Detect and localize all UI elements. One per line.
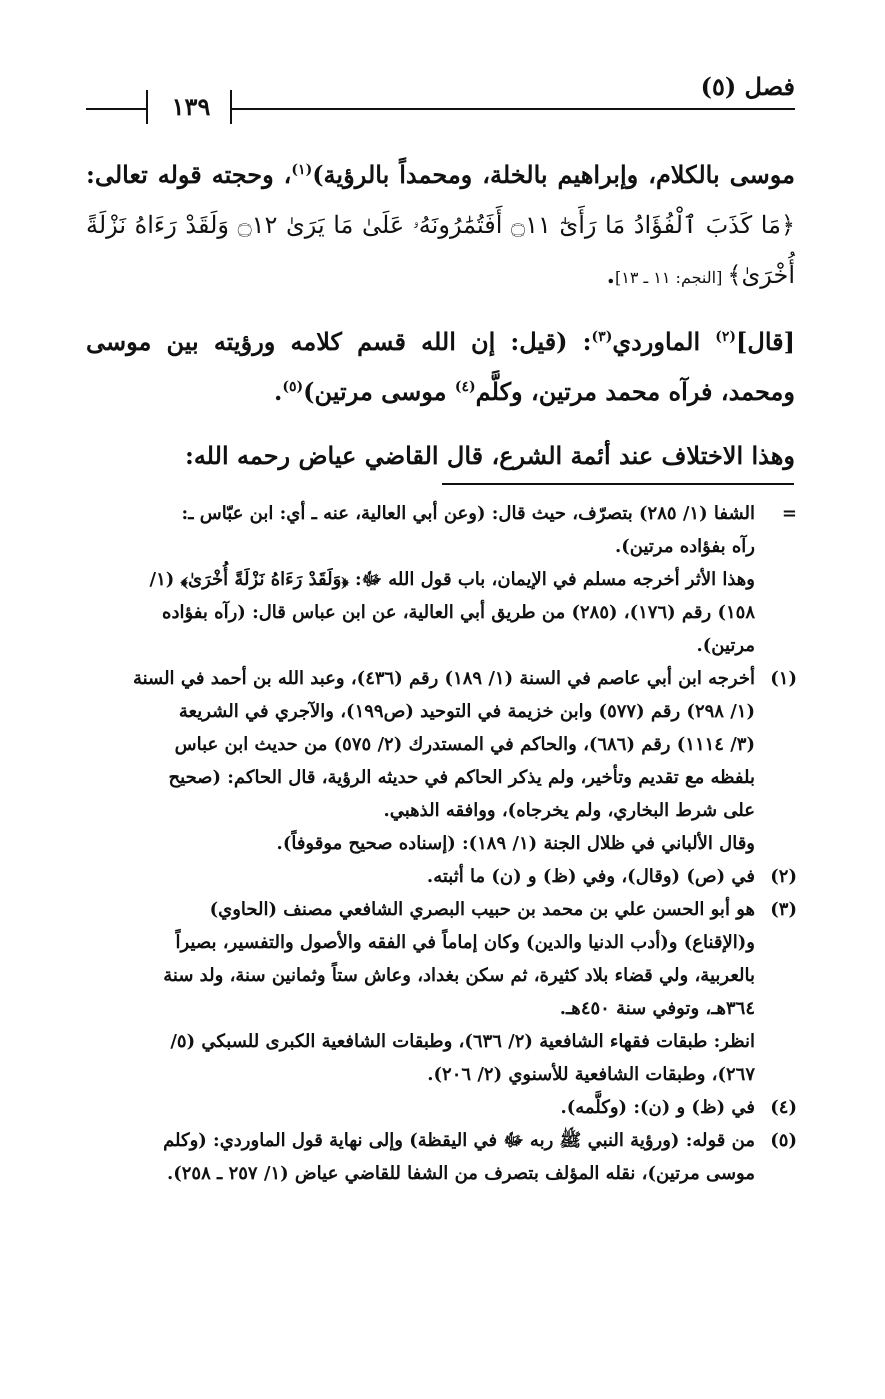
paragraph-text: موسى مرتين) xyxy=(303,377,455,406)
page-number: ١٣٩ xyxy=(171,92,211,121)
continuation-marker: = xyxy=(781,503,797,524)
footnotes xyxy=(86,497,797,1190)
header-rule-right xyxy=(230,108,795,110)
footnote-line: ١٥٨) رقم (١٧٦)، (٢٨٥) من طريق أبي العالية، عن ابن عباس قال: (رآه بفؤاده xyxy=(162,602,755,623)
paragraph-text: ، وحجته قوله تعالى: xyxy=(86,160,292,189)
quran-verse: ﴿مَا كَذَبَ ٱلْفُؤَادُ مَا رَأَىٰٓ ۝١١ أَفَتُمَٰرُونَهُۥ عَلَىٰ مَا يَرَىٰ ۝١٢ وَلَقَدْ رَءَاهُ نَزْلَةً أُخْرَىٰ﴾ xyxy=(86,211,796,289)
footnote-number: (٣) xyxy=(770,899,797,920)
footnote-ref: (١) xyxy=(291,162,313,178)
footnote-line: و(الإقناع) و(أدب الدنيا والدين) وكان إماماً في الفقه والأصول والتفسير، بصيراً xyxy=(175,932,755,953)
paragraph-text: الماوردي xyxy=(612,327,716,356)
footnote-4 xyxy=(86,1091,797,1124)
footnote-line: (٣/ ١١١٤) رقم (٦٨٦)، والحاكم في المستدرك (٢/ ٥٧٥) من حديث ابن عباس xyxy=(174,734,755,755)
footnote-1 xyxy=(86,662,797,860)
main-text xyxy=(86,150,795,481)
footnote-3 xyxy=(86,893,797,1091)
footnote-line: انظر: طبقات فقهاء الشافعية (٢/ ٦٣٦)، وطبقات الشافعية الكبرى للسبكي (٥/ xyxy=(170,1031,755,1052)
footnote-line: هو أبو الحسن علي بن محمد بن حبيب البصري الشافعي مصنف (الحاوي) xyxy=(209,899,755,920)
verse-reference: [النجم: ١١ ـ ١٣] xyxy=(614,268,728,287)
footnote-line: ٣٦٤هـ، وتوفي سنة ٤٥٠هـ. xyxy=(559,998,755,1019)
footnote-line: على شرط البخاري، ولم يخرجاه)، ووافقه الذهبي. xyxy=(383,800,755,821)
footnote-number: (١) xyxy=(770,668,797,689)
footnote-2 xyxy=(86,860,797,893)
footnote-separator xyxy=(442,483,794,485)
footnote-ref: (٣) xyxy=(591,329,613,345)
footnote-line: بالعربية، ولي قضاء بلاد كثيرة، ثم سكن بغداد، وعاش ستاً وثمانين سنة، ولد سنة xyxy=(163,965,755,986)
footnote-line: وقال الألباني في ظلال الجنة (١/ ١٨٩): (إسناده صحيح موقوفاً). xyxy=(276,833,755,854)
footnote-line: موسى مرتين)، نقله المؤلف بتصرف من الشفا للقاضي عياض (١/ ٢٥٧ ـ ٢٥٨). xyxy=(166,1163,755,1184)
footnote-ref: (٤) xyxy=(454,379,476,395)
header-tick-right xyxy=(230,90,232,124)
paragraph-text: وهذا الاختلاف عند أئمة الشرع، قال القاضي عياض رحمه الله: xyxy=(184,441,795,470)
footnote-line: في (ظ) و (ن): (وكلَّمه). xyxy=(560,1097,755,1118)
header-rule-left xyxy=(86,108,146,110)
paragraph-text: [قال] xyxy=(736,327,795,356)
paragraph-3 xyxy=(86,431,795,481)
footnote-ref: (٥) xyxy=(282,379,304,395)
footnote-line: ٢٦٧)، وطبقات الشافعية للأسنوي (٢/ ٢٠٦). xyxy=(427,1064,755,1085)
footnote-5 xyxy=(86,1124,797,1190)
paragraph-text: . xyxy=(274,377,283,406)
footnote-number: (٤) xyxy=(770,1097,797,1118)
footnote-line: مرتين). xyxy=(696,635,755,656)
footnote-continuation xyxy=(86,497,797,662)
footnote-line: بلفظه مع تقديم وتأخير، ولم يذكر الحاكم في حديثه الرؤية، قال الحاكم: (صحيح xyxy=(168,767,755,788)
running-title: فصل (٥) xyxy=(700,72,795,101)
footnote-ref: (٢) xyxy=(715,329,737,345)
footnote-line: رآه بفؤاده مرتين). xyxy=(614,536,755,557)
paragraph-text: . xyxy=(606,260,615,289)
footnote-line: في (ص) (وقال)، وفي (ظ) و (ن) ما أثبته. xyxy=(426,866,755,887)
footnote-line: (١/ ٢٩٨) رقم (٥٧٧) وابن خزيمة في التوحيد (ص١٩٩)، والآجري في الشريعة xyxy=(178,701,755,722)
footnote-line: من قوله: (ورؤية النبي ﷺ ربه ﷻ في اليقظة) وإلى نهاية قول الماوردي: (وكلم xyxy=(163,1130,755,1151)
footnote-line: أخرجه ابن أبي عاصم في السنة (١/ ١٨٩) رقم (٤٣٦)، وعبد الله بن أحمد في السنة xyxy=(132,668,755,689)
paragraph-2 xyxy=(86,317,795,417)
header-tick-left xyxy=(146,90,148,124)
footnote-line: الشفا (١/ ٢٨٥) بتصرّف، حيث قال: (وعن أبي العالية، عنه ـ أي: ابن عبّاس ـ: xyxy=(181,503,755,524)
footnote-line: وهذا الأثر أخرجه مسلم في الإيمان، باب قول الله ﷻ: ﴿وَلَقَدْ رَءَاهُ نَزْلَةً أُخْرَىٰ﴾ (١/ xyxy=(149,569,755,590)
paragraph-1 xyxy=(86,150,795,303)
footnote-number: (٢) xyxy=(770,866,797,887)
paragraph-text: موسى بالكلام، وإبراهيم بالخلة، ومحمداً بالرؤية) xyxy=(312,160,795,189)
footnote-number: (٥) xyxy=(770,1130,797,1151)
paragraph-text: : (قيل: إن الله قسم كلامه ورؤيته بين موسى ومحمد، فرآه محمد مرتين، وكلَّم xyxy=(86,327,795,406)
